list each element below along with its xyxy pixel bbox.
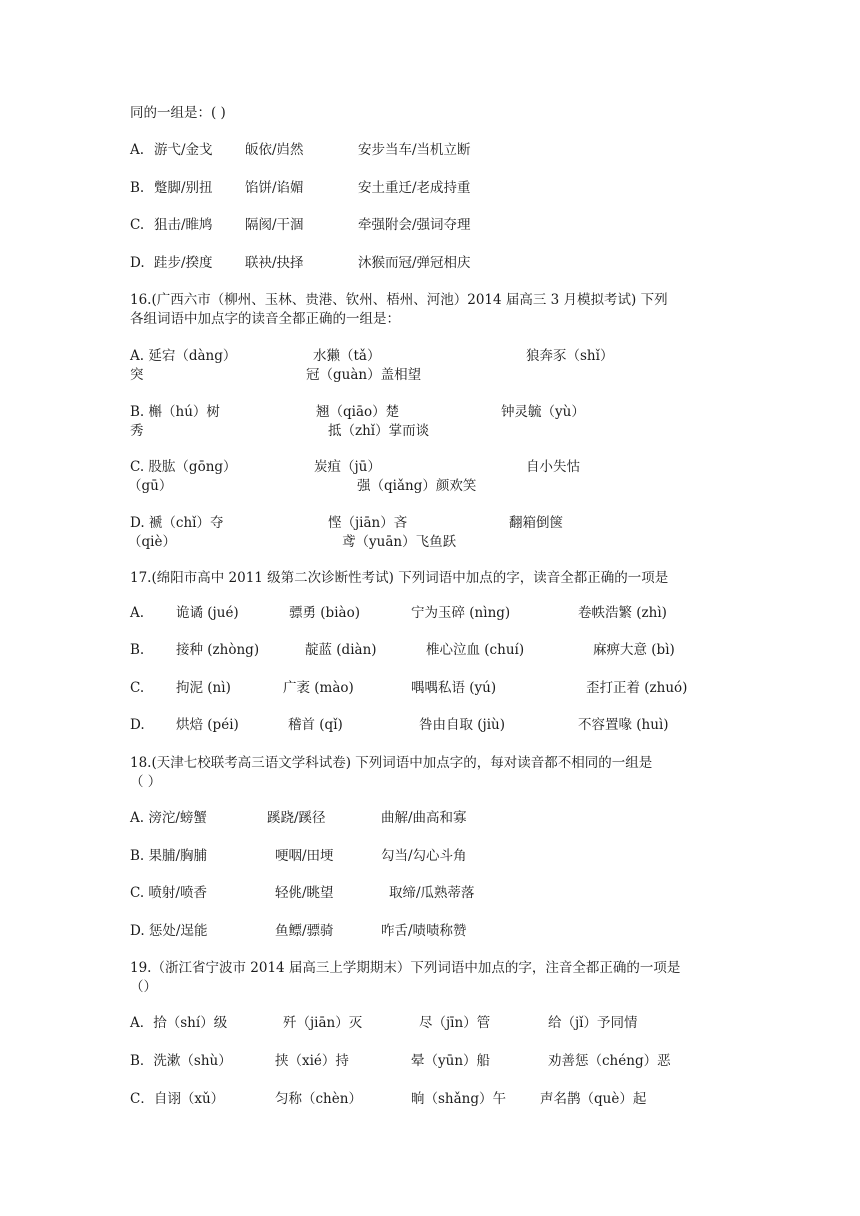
option-cell: 劝善惩（chéng）恶 [548, 1053, 671, 1069]
option-cell: C. 股肱（gōng） [130, 459, 237, 475]
option-cell: 宁为玉碎 (nìng) [411, 605, 511, 621]
option-cell: A. 滂沱/螃蟹 [130, 810, 207, 826]
option-cell: 牵强附会/强词夺理 [358, 217, 471, 233]
option-cell: 咋舌/啧啧称赞 [381, 923, 467, 939]
option-cell: 勾当/勾心斗角 [381, 848, 467, 864]
option-cell: 挟（xié）持 [275, 1053, 349, 1069]
option-cell: 歪打正着 (zhuó) [586, 680, 688, 696]
option-label: A. [130, 605, 145, 621]
option-cell: 隔阂/干涸 [245, 217, 304, 233]
option-label: B. [130, 642, 145, 658]
option-cell: 骠勇 (biào) [289, 605, 360, 621]
option-cell: A．拾（shí）级 [130, 1015, 228, 1031]
option-cell: 晕（yūn）船 [411, 1053, 491, 1069]
option-cell: 冠（guàn）盖相望 [306, 367, 422, 383]
option-cell: 麻痹大意 (bì) [593, 642, 675, 658]
option-cell: 不容置喙 (huì) [578, 717, 669, 733]
option-cell: D. 惩处/逞能 [130, 923, 208, 939]
option-label: B. [130, 180, 145, 196]
option-cell: 给（jǐ）予同情 [548, 1015, 638, 1031]
option-cell: 联袂/抉择 [245, 255, 304, 271]
option-cell: 皈依/岿然 [245, 142, 304, 158]
option-cell: B. 果脯/胸脯 [130, 848, 208, 864]
option-cell: 馅饼/谄媚 [245, 180, 304, 196]
option-cell: A. 延宕（dàng） [130, 348, 237, 364]
q18-stem-line2: （ ） [130, 774, 162, 790]
option-cell: 跬步/揆度 [154, 255, 213, 271]
option-cell: C．自诩（xǔ） [130, 1091, 225, 1107]
option-cell: 咎由自取 (jiù) [419, 717, 506, 733]
option-label: C. [130, 680, 145, 696]
option-cell: 喁喁私语 (yú) [411, 680, 497, 696]
option-cell: 秀 [130, 423, 144, 439]
option-cell: 鸢（yuān）飞鱼跃 [342, 534, 457, 550]
option-cell: 狼奔豕（shǐ） [526, 348, 614, 364]
option-cell: 卷帙浩繁 (zhì) [578, 605, 667, 621]
option-cell: 抵（zhǐ）掌而谈 [328, 423, 430, 439]
option-cell: 强（qiǎng）颜欢笑 [357, 478, 477, 494]
option-label: A. [130, 142, 145, 158]
option-label: D. [130, 717, 145, 733]
option-cell: B. 槲（hú）树 [130, 404, 220, 420]
option-cell: 哽咽/田埂 [275, 848, 334, 864]
option-cell: 拘泥 (nì) [176, 680, 231, 696]
option-cell: 炭疽（jū） [314, 459, 381, 475]
q17-stem: 17.(绵阳市高中 2011 级第二次诊断性考试) 下列词语中加点的字，读音全都正确的一项是 [130, 570, 669, 586]
option-cell: 悭（jiān）吝 [328, 515, 408, 531]
option-cell: 蹩脚/别扭 [154, 180, 213, 196]
option-cell: 稽首 (qǐ) [288, 717, 343, 733]
option-label: D. [130, 255, 145, 271]
option-cell: 匀称（chèn） [275, 1091, 362, 1107]
option-cell: 安步当车/当机立断 [358, 142, 471, 158]
option-cell: 蹊跷/蹊径 [267, 810, 326, 826]
option-cell: 翘（qiāo）楚 [316, 404, 400, 420]
q15-stem-tail: 同的一组是：( ) [130, 105, 226, 121]
option-cell: 水獭（tǎ） [313, 348, 381, 364]
option-cell: （qiè） [128, 534, 176, 550]
option-cell: 自小失怙 [526, 459, 580, 475]
option-cell: 烘焙 (péi) [176, 717, 239, 733]
q16-stem-line2: 各组词语中加点字的读音全都正确的一组是： [130, 311, 400, 327]
option-cell: 诡谲 (jué) [176, 605, 239, 621]
option-cell: 晌（shǎng）午 [411, 1091, 507, 1107]
option-cell: 歼（jiān）灭 [283, 1015, 363, 1031]
option-cell: 翻箱倒箧 [509, 515, 563, 531]
option-cell: 沐猴而冠/弹冠相庆 [358, 255, 471, 271]
option-cell: 游弋/金戈 [154, 142, 213, 158]
q19-stem-line2: （） [130, 979, 157, 995]
option-cell: C. 喷射/喷香 [130, 885, 207, 901]
option-cell: 钟灵毓（yù） [501, 404, 585, 420]
option-cell: 突 [130, 367, 144, 383]
option-cell: 曲解/曲高和寡 [381, 810, 467, 826]
option-cell: 尽（jīn）管 [419, 1015, 491, 1031]
option-cell: D. 褫（chǐ）夺 [130, 515, 224, 531]
q19-stem-line1: 19.（浙江省宁波市 2014 届高三上学期期末）下列词语中加点的字，注音全都正确的一项是 [130, 960, 681, 976]
option-cell: 广袤 (mào) [283, 680, 354, 696]
option-cell: 轻佻/眺望 [275, 885, 334, 901]
option-cell: 接种 (zhòng) [176, 642, 260, 658]
option-cell: 声名鹊（què）起 [540, 1091, 647, 1107]
option-cell: （gū） [128, 478, 173, 494]
option-cell: 狙击/睢鸠 [154, 217, 213, 233]
q18-stem-line1: 18.(天津七校联考高三语文学科试卷) 下列词语中加点字的，每对读音都不相同的一组是 [130, 755, 653, 771]
option-cell: 靛蓝 (diàn) [305, 642, 377, 658]
option-cell: 鱼鳔/骠骑 [275, 923, 334, 939]
option-cell: 安土重迁/老成持重 [358, 180, 471, 196]
q16-stem-line1: 16.(广西六市（柳州、玉林、贵港、钦州、梧州、河池）2014 届高三 3 月模拟考试) 下列 [130, 292, 668, 308]
option-cell: 椎心泣血 (chuí) [426, 642, 525, 658]
option-cell: B．洗漱（shù） [130, 1053, 232, 1069]
option-label: C. [130, 217, 145, 233]
option-cell: 取缔/瓜熟蒂落 [389, 885, 475, 901]
